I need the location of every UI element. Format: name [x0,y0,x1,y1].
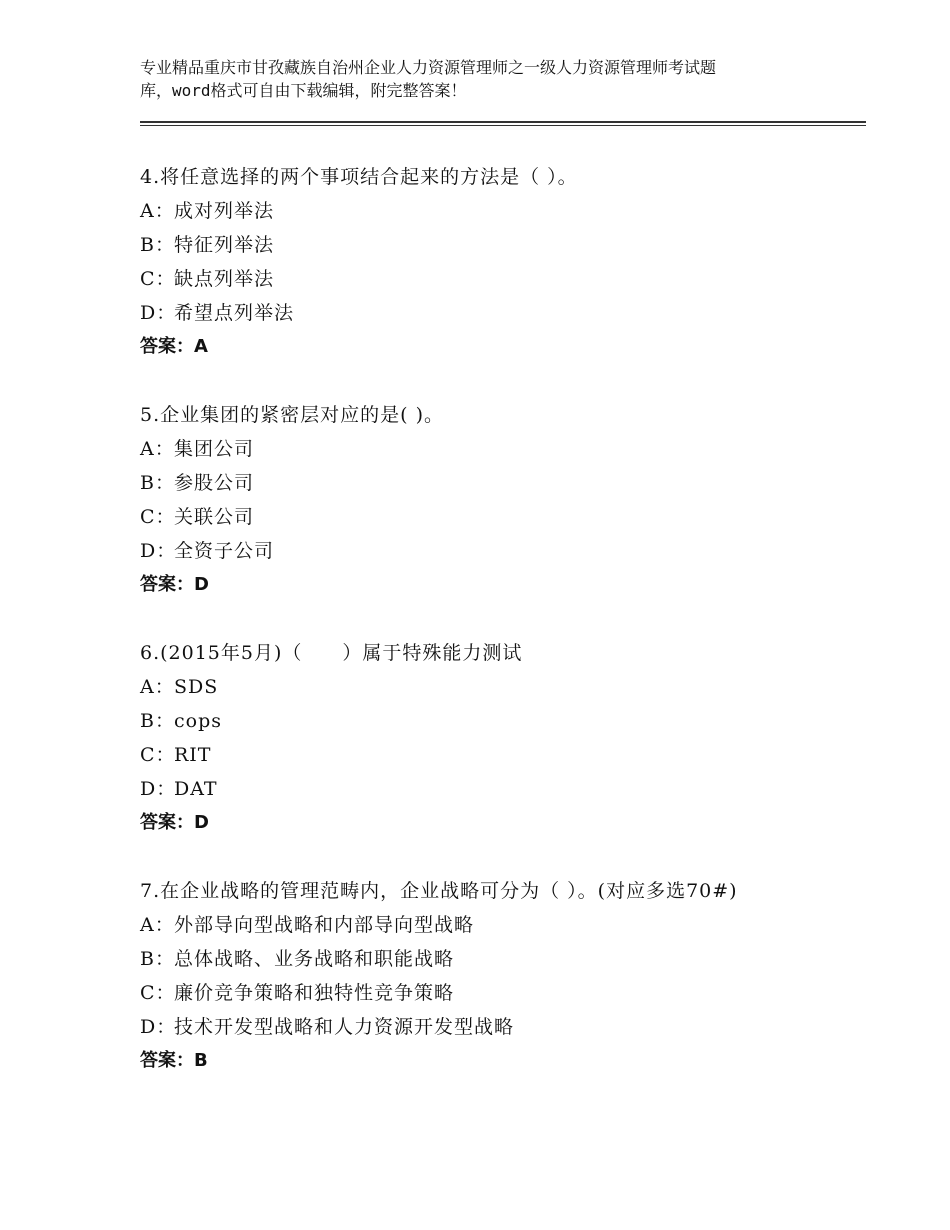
answer-label: 答案：A [140,336,208,357]
option-key: B： [140,472,175,494]
option-text: 集团公司 [174,438,255,460]
answer-label: 答案：D [140,574,209,595]
option-key: C： [140,506,176,528]
option-c [140,500,866,534]
option-key: A： [140,914,175,936]
question-list [140,160,866,1112]
option-text: 外部导向型战略和内部导向型战略 [174,914,475,936]
option-text: 关联公司 [174,506,255,528]
option-b [140,228,866,262]
option-text: 希望点列举法 [174,302,295,324]
option-key: C： [140,982,176,1004]
option-a [140,194,866,228]
option-text: 参股公司 [174,472,255,494]
option-key: A： [140,438,175,460]
option-d [140,534,866,568]
header-rule-thin [140,125,866,126]
header-rule-thick [140,121,866,123]
option-text: 成对列举法 [174,200,275,222]
option-key: D： [140,302,177,324]
option-key: B： [140,948,175,970]
question-4 [140,160,866,364]
option-d [140,296,866,330]
option-text: 全资子公司 [174,540,275,562]
option-key: A： [140,200,175,222]
question-6 [140,636,866,840]
question-title: 4.将任意选择的两个事项结合起来的方法是（ ）。 [140,166,578,188]
option-a [140,670,866,704]
option-key: C： [140,268,176,290]
option-d [140,1010,866,1044]
option-text: 总体战略、业务战略和职能战略 [174,948,455,970]
answer-label: 答案：D [140,812,209,833]
option-c [140,738,866,772]
option-text: cops [174,710,222,732]
option-key: A： [140,676,175,698]
option-a [140,432,866,466]
option-text: 特征列举法 [174,234,275,256]
option-key: D： [140,1016,177,1038]
question-title: 7.在企业战略的管理范畴内，企业战略可分为（ ）。(对应多选70#) [140,880,738,902]
header-line-1: 专业精品重庆市甘孜藏族自治州企业人力资源管理师之一级人力资源管理师考试题 [140,58,717,77]
header-line-2: 库，word格式可自由下载编辑，附完整答案！ [140,81,467,100]
option-key: C： [140,744,176,766]
option-text: 技术开发型战略和人力资源开发型战略 [174,1016,515,1038]
option-a [140,908,866,942]
question-title: 5.企业集团的紧密层对应的是( )。 [140,404,444,426]
option-key: D： [140,540,177,562]
option-text: DAT [174,778,218,800]
option-b [140,942,866,976]
option-text: SDS [174,676,219,698]
option-key: D： [140,778,177,800]
option-key: B： [140,710,175,732]
option-b [140,704,866,738]
option-c [140,976,866,1010]
option-text: RIT [174,744,212,766]
option-d [140,772,866,806]
option-b [140,466,866,500]
option-text: 廉价竞争策略和独特性竞争策略 [174,982,455,1004]
answer-label: 答案：B [140,1050,208,1071]
option-c [140,262,866,296]
question-7 [140,874,866,1078]
option-key: B： [140,234,175,256]
document-header [140,56,840,102]
question-5 [140,398,866,602]
option-text: 缺点列举法 [174,268,275,290]
question-title: 6.(2015年5月)（ ）属于特殊能力测试 [140,642,523,664]
